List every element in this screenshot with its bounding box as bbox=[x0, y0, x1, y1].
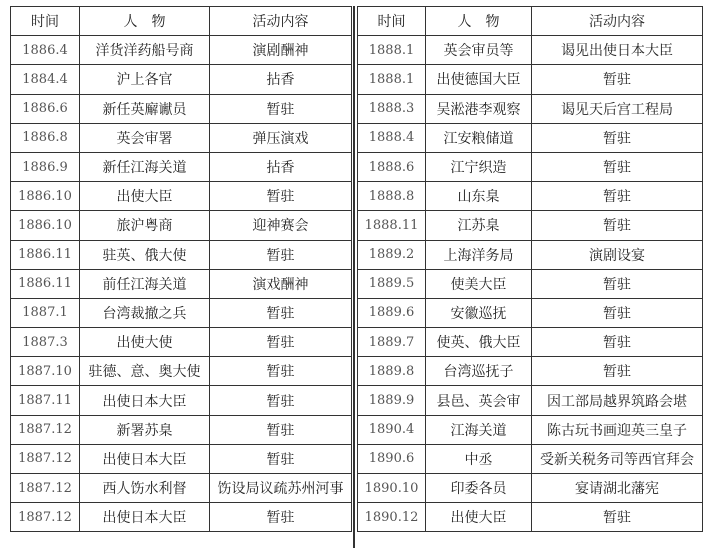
activity-cell: 暂驻 bbox=[532, 152, 703, 181]
person-cell: 出使大臣 bbox=[80, 182, 210, 211]
time-cell: 1886.6 bbox=[11, 94, 80, 123]
activity-cell: 陈古玩书画迎英三皇子 bbox=[532, 415, 703, 444]
time-cell: 1886.9 bbox=[11, 152, 80, 181]
person-cell: 驻德、意、奥大使 bbox=[80, 357, 210, 386]
left-table-body bbox=[11, 36, 352, 532]
time-cell: 1888.8 bbox=[358, 182, 426, 211]
person-cell: 出使日本大臣 bbox=[80, 386, 210, 415]
time-cell: 1890.10 bbox=[358, 474, 426, 503]
table-row bbox=[11, 182, 352, 211]
person-cell: 出使德国大臣 bbox=[426, 65, 532, 94]
time-cell: 1889.2 bbox=[358, 240, 426, 269]
table-row bbox=[358, 182, 703, 211]
table-row bbox=[358, 503, 703, 532]
header-time: 时间 bbox=[358, 7, 426, 36]
person-cell: 山东臬 bbox=[426, 182, 532, 211]
person-cell: 新任江海关道 bbox=[80, 152, 210, 181]
person-cell: 出使日本大臣 bbox=[80, 503, 210, 532]
person-cell: 出使大使 bbox=[80, 328, 210, 357]
activity-cell: 暂驻 bbox=[210, 357, 352, 386]
activity-cell: 演剧酬神 bbox=[210, 36, 352, 65]
time-cell: 1888.1 bbox=[358, 65, 426, 94]
record-table bbox=[10, 6, 702, 548]
time-cell: 1887.12 bbox=[11, 444, 80, 473]
left-half-table bbox=[10, 6, 352, 532]
activity-cell: 暂驻 bbox=[210, 415, 352, 444]
header-activity: 活动内容 bbox=[210, 7, 352, 36]
table-row bbox=[358, 328, 703, 357]
table-row bbox=[358, 211, 703, 240]
table-row bbox=[358, 94, 703, 123]
person-cell: 出使大臣 bbox=[426, 503, 532, 532]
time-cell: 1888.1 bbox=[358, 36, 426, 65]
time-cell: 1886.10 bbox=[11, 182, 80, 211]
right-half-table bbox=[357, 6, 703, 532]
activity-cell: 谒见出使日本大臣 bbox=[532, 36, 703, 65]
time-cell: 1889.5 bbox=[358, 269, 426, 298]
activity-cell: 拈香 bbox=[210, 152, 352, 181]
table-row bbox=[11, 444, 352, 473]
activity-cell: 演戏酬神 bbox=[210, 269, 352, 298]
header-row bbox=[358, 7, 703, 36]
table-row bbox=[358, 386, 703, 415]
right-table-body bbox=[358, 36, 703, 532]
person-cell: 西人饬水利督 bbox=[80, 474, 210, 503]
activity-cell: 暂驻 bbox=[532, 65, 703, 94]
table-row bbox=[11, 386, 352, 415]
time-cell: 1886.8 bbox=[11, 123, 80, 152]
activity-cell: 弹压演戏 bbox=[210, 123, 352, 152]
header-activity: 活动内容 bbox=[532, 7, 703, 36]
activity-cell: 演剧设宴 bbox=[532, 240, 703, 269]
table-row bbox=[11, 328, 352, 357]
person-cell: 中丞 bbox=[426, 444, 532, 473]
activity-cell: 暂驻 bbox=[532, 503, 703, 532]
time-cell: 1887.10 bbox=[11, 357, 80, 386]
table-row bbox=[358, 444, 703, 473]
table-row bbox=[11, 65, 352, 94]
table-row bbox=[358, 298, 703, 327]
table-row bbox=[11, 94, 352, 123]
time-cell: 1890.4 bbox=[358, 415, 426, 444]
time-cell: 1886.11 bbox=[11, 269, 80, 298]
center-divider bbox=[353, 6, 355, 548]
time-cell: 1887.11 bbox=[11, 386, 80, 415]
activity-cell: 暂驻 bbox=[210, 328, 352, 357]
table-row bbox=[11, 415, 352, 444]
activity-cell: 暂驻 bbox=[532, 211, 703, 240]
time-cell: 1889.9 bbox=[358, 386, 426, 415]
time-cell: 1887.3 bbox=[11, 328, 80, 357]
activity-cell: 暂驻 bbox=[532, 328, 703, 357]
table-row bbox=[11, 503, 352, 532]
person-cell: 江安粮储道 bbox=[426, 123, 532, 152]
person-cell: 英会审员等 bbox=[426, 36, 532, 65]
person-cell: 使美大臣 bbox=[426, 269, 532, 298]
time-cell: 1887.1 bbox=[11, 298, 80, 327]
person-cell: 前任江海关道 bbox=[80, 269, 210, 298]
person-cell: 县邑、英会审 bbox=[426, 386, 532, 415]
person-cell: 使英、俄大臣 bbox=[426, 328, 532, 357]
person-cell: 江宁织造 bbox=[426, 152, 532, 181]
activity-cell: 拈香 bbox=[210, 65, 352, 94]
time-cell: 1888.4 bbox=[358, 123, 426, 152]
person-cell: 吴淞港李观察 bbox=[426, 94, 532, 123]
activity-cell: 暂驻 bbox=[532, 123, 703, 152]
table-row bbox=[11, 152, 352, 181]
person-cell: 江海关道 bbox=[426, 415, 532, 444]
time-cell: 1890.12 bbox=[358, 503, 426, 532]
header-time: 时间 bbox=[11, 7, 80, 36]
activity-cell: 暂驻 bbox=[210, 298, 352, 327]
time-cell: 1888.6 bbox=[358, 152, 426, 181]
activity-cell: 饬设局议疏苏州河事 bbox=[210, 474, 352, 503]
table-row bbox=[11, 269, 352, 298]
table-row bbox=[358, 415, 703, 444]
table-row bbox=[358, 474, 703, 503]
person-cell: 洋货洋药船号商 bbox=[80, 36, 210, 65]
table-row bbox=[11, 211, 352, 240]
time-cell: 1887.12 bbox=[11, 415, 80, 444]
activity-cell: 暂驻 bbox=[210, 503, 352, 532]
person-cell: 出使日本大臣 bbox=[80, 444, 210, 473]
time-cell: 1887.12 bbox=[11, 503, 80, 532]
person-cell: 台湾裁撤之兵 bbox=[80, 298, 210, 327]
activity-cell: 因工部局越界筑路会堪 bbox=[532, 386, 703, 415]
time-cell: 1889.8 bbox=[358, 357, 426, 386]
person-cell: 台湾巡抚子 bbox=[426, 357, 532, 386]
activity-cell: 迎神赛会 bbox=[210, 211, 352, 240]
person-cell: 驻英、俄大使 bbox=[80, 240, 210, 269]
activity-cell: 宴请湖北藩宪 bbox=[532, 474, 703, 503]
time-cell: 1884.4 bbox=[11, 65, 80, 94]
activity-cell: 暂驻 bbox=[532, 357, 703, 386]
person-cell: 安徽巡抚 bbox=[426, 298, 532, 327]
header-person: 人 物 bbox=[80, 7, 210, 36]
time-cell: 1889.7 bbox=[358, 328, 426, 357]
table-row bbox=[358, 123, 703, 152]
person-cell: 英会审署 bbox=[80, 123, 210, 152]
header-row bbox=[11, 7, 352, 36]
time-cell: 1888.3 bbox=[358, 94, 426, 123]
activity-cell: 暂驻 bbox=[210, 444, 352, 473]
table-row bbox=[11, 357, 352, 386]
activity-cell: 暂驻 bbox=[210, 182, 352, 211]
person-cell: 旅沪粤商 bbox=[80, 211, 210, 240]
activity-cell: 受新关税务司等西官拜会 bbox=[532, 444, 703, 473]
person-cell: 上海洋务局 bbox=[426, 240, 532, 269]
table-row bbox=[11, 36, 352, 65]
activity-cell: 暂驻 bbox=[210, 386, 352, 415]
activity-cell: 暂驻 bbox=[210, 240, 352, 269]
table-row bbox=[358, 269, 703, 298]
table-row bbox=[358, 152, 703, 181]
person-cell: 新署苏臬 bbox=[80, 415, 210, 444]
table-row bbox=[11, 298, 352, 327]
time-cell: 1888.11 bbox=[358, 211, 426, 240]
time-cell: 1890.6 bbox=[358, 444, 426, 473]
table-row bbox=[11, 240, 352, 269]
time-cell: 1886.4 bbox=[11, 36, 80, 65]
activity-cell: 谒见天后宫工程局 bbox=[532, 94, 703, 123]
person-cell: 沪上各官 bbox=[80, 65, 210, 94]
header-person: 人 物 bbox=[426, 7, 532, 36]
time-cell: 1886.11 bbox=[11, 240, 80, 269]
table-row bbox=[11, 474, 352, 503]
activity-cell: 暂驻 bbox=[532, 182, 703, 211]
table-row bbox=[358, 240, 703, 269]
person-cell: 印委各员 bbox=[426, 474, 532, 503]
time-cell: 1886.10 bbox=[11, 211, 80, 240]
time-cell: 1889.6 bbox=[358, 298, 426, 327]
table-row bbox=[358, 357, 703, 386]
activity-cell: 暂驻 bbox=[532, 269, 703, 298]
table-row bbox=[358, 65, 703, 94]
activity-cell: 暂驻 bbox=[532, 298, 703, 327]
time-cell: 1887.12 bbox=[11, 474, 80, 503]
person-cell: 新任英廨谳员 bbox=[80, 94, 210, 123]
person-cell: 江苏臬 bbox=[426, 211, 532, 240]
activity-cell: 暂驻 bbox=[210, 94, 352, 123]
table-row bbox=[358, 36, 703, 65]
table-row bbox=[11, 123, 352, 152]
